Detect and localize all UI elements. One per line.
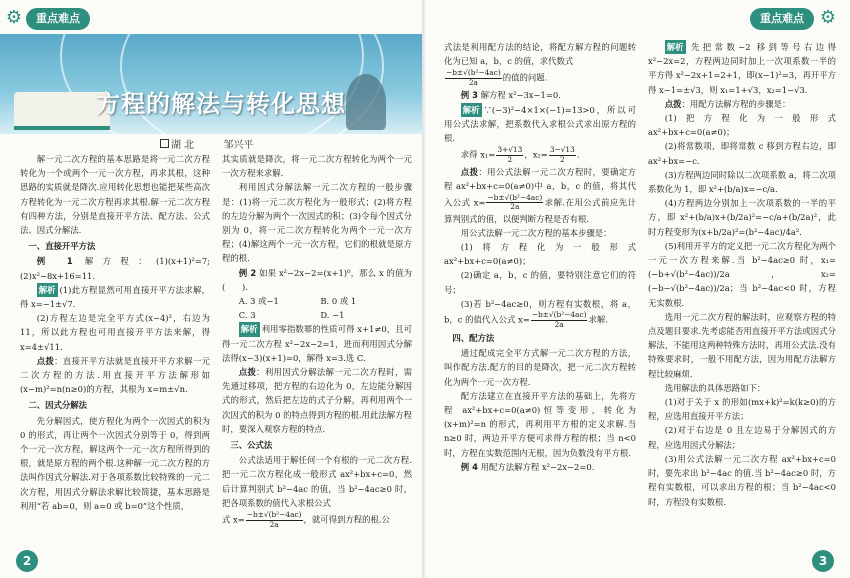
page-title: 方程的解法与转化思想	[96, 90, 346, 118]
page-number: 2	[16, 550, 38, 572]
option-a: A. 3 或−1	[238, 296, 279, 307]
numerator: −b±√(b²−4ac)	[246, 510, 302, 520]
denominator: 2	[559, 154, 565, 164]
tip-label: 点拨	[238, 367, 257, 378]
options-row	[222, 308, 412, 322]
fraction	[486, 194, 543, 212]
step-item: (1)将方程化为一般形式 ax²+bx+c=0(a≠0)；	[444, 242, 636, 267]
paragraph: 选用解法的具体思路如下：	[664, 382, 766, 393]
paragraph: 用公式法解一元二次方程的基本步骤是：	[460, 227, 612, 238]
step-item: (1)对于关于 x 的形如(mx+k)²=k(k≥0)的方程，应选用直接开平方法；	[648, 397, 836, 422]
author-region: 湖 北	[171, 140, 195, 151]
author-name: 邹兴平	[223, 140, 254, 151]
example-label: 例 2	[238, 267, 257, 278]
paragraph: 利用因式分解法解一元二次方程的一般步骤是：(1)将一元二次方程化为一般形式；(2)将方程的左边分解为两个一次因式的积；(3)令每个因式分别为 0，将一元二次方程转化为两个一元一次方程；(4)解这两个一元一次方程，它们的根就是原方程的根.	[222, 182, 412, 264]
analysis-badge: 解析	[665, 40, 686, 54]
paragraph: 公式法适用于解任何一个有根的一元二次方程.把一元二次方程化成一般形式 ax²+bx+c=0，然后计算判别式 b²−4ac 的值，当 b²−4ac≥0 时，把各项系数的值代入求根公式	[222, 455, 412, 508]
formula-text: ，x₂=	[524, 149, 548, 160]
step-item: (4)方程两边分别加上一次项系数的一半的平方，即 x²+(b/a)x+(b/2a)²=−c/a+(b/2a)²，此时方程变形为(x+b/2a)²=(b²−4ac)/4a².	[648, 198, 836, 237]
tip-text: 用公式法解一元二次方程时，要确定方程 ax²+bx+c=0(a≠0)中 a，b，c 的值，将其代入公式 x=	[444, 167, 637, 208]
section-heading: 四、配方法	[452, 333, 495, 344]
paragraph: 通过配成完全平方式解一元二次方程的方法，叫作配方法.配方的目的是降次，把一元二次方程转化为两个一元一次方程.	[444, 348, 636, 387]
numerator: −b±√(b²−4ac)	[446, 68, 501, 78]
tip-text: 直接开平方法就是直接开平方求解一元二次方程的方法.用直接开平方法解形如(x−m)²=n(n≥0)的方程，其根为 x=m±√n.	[20, 355, 211, 395]
page-number: 3	[812, 550, 834, 572]
section-heading: 三、公式法	[230, 440, 273, 451]
analysis-badge: 解析	[461, 103, 482, 117]
analysis-text: 先把常数−2 移到等号右边得 x²−2x=2，方程两边同时加上一次项系数一半的平方得 x²−2x+1=2+1，即(x−1)²=3，再开平方得 x−1=±√3，则 x₁=1+√3，x₂=1−√3.	[648, 42, 836, 95]
byline	[160, 136, 253, 151]
denominator: 2a	[468, 77, 478, 87]
head-silhouette	[346, 74, 386, 130]
fraction	[496, 146, 523, 164]
tip-text: 利用因式分解法解一元二次方程时，需先通过移项，把方程的右边化为 0，左边能分解因式的形式，然后把左边的式子分解，再利用两个一次因式的积为 0 的特点得到方程的根.用此法解方程时，要深入观察方程的特点.	[222, 367, 413, 434]
example-label: 例 3	[460, 90, 478, 101]
formula-line	[444, 146, 636, 164]
analysis-badge: 解析	[37, 283, 58, 297]
fraction	[531, 311, 588, 329]
paragraph: 选用一元二次方程的解法时，应观察方程的特点及题目要求.先考虑能否用直接开平方法或因式分解法，不能用这两种特殊方法时，再用公式法.没有特殊要求时，一般不用配方法，因为用配方法解方程比较麻烦.	[648, 311, 836, 379]
formula-line	[444, 69, 636, 87]
tip-label: 点拨	[664, 98, 682, 109]
example-label: 例 1	[36, 256, 73, 267]
fraction	[246, 511, 303, 529]
example-text: 如果 x²−2x−2=(x+1)⁰，那么 x 的值为( ).	[222, 267, 412, 292]
formula-text: 式 x=	[222, 514, 245, 525]
step-item: (3)方程两边同时除以二次项系数 a，将二次项系数化为 1，即 x²+(b/a)x=−c/a.	[648, 169, 836, 195]
options-row	[222, 294, 412, 308]
numerator: 3+√13	[497, 145, 523, 155]
gear-icon: ⚙	[819, 7, 837, 28]
analysis-text: 利用零指数幂的性质可得 x+1≠0，且可得一元二次方程 x²−2x−2=1，进而利用因式分解法得(x−3)(x+1)=0，解得 x=3.选 C.	[222, 324, 412, 363]
square-icon	[160, 139, 169, 148]
denominator: 2	[507, 154, 513, 164]
denominator: 2a	[554, 319, 564, 329]
analysis-text: (1)此方程显然可用直接开平方法求解，得 x=−1±√7.	[20, 284, 210, 310]
numerator: −b±√(b²−4ac)	[531, 310, 587, 320]
example-text: 解方程 x²−3x−1=0.	[480, 90, 561, 101]
left-column-2: 其实质就是降次，将一元二次方程转化为两个一元一次方程来求解. 利用因式分解法解一元二次方程的一般步骤是：(1)将一元二次方程化为一般形式；(2)将方程的左边分解为两个一次因式的积；(3)令每个因式分别为 0，将一元二次方程转化为两个一元一次方程；(4)解这两个一元一次方程，它们的根就是原方程的根. 例 2 如果 x²−2x−2=(x+1)⁰，那么 x 的值为( ). A. 3 或−1 B. 0 或 1 C. 3 D. −1 解析 利用零指数幂的性质可得 x+1≠0，且可得一元二次方程 x²−2x−2=1，进而利用因式分解法得(x−3)(x+1)=0，解得 x=3.选 C. 点拨：利用因式分解法解一元二次方程时，需先通过移项，把方程的右边化为 0，左边能分解因式的形式，然后把左边的式子分解，再利用两个一次因式的积为 0 的特点得到方程的根.用此法解方程时，要深入观察方程的特点. 三、公式法 公式法适用于解任何一个有根的一元二次方程.把一元二次方程化成一般形式 ax²+bx+c=0，然后计算判别式 b²−4ac 的值，当 b²−4ac≥0 时，把各项系数的值代入求根公式 式 x= $\frac{\text{−b±√(b²−4ac)}}{2a}$ ，就可得到方程的根.公	[222, 154, 413, 529]
numerator: −b±√(b²−4ac)	[487, 192, 543, 202]
paragraph: 式法是利用配方法的结论，将配方解方程的问题转化为已知 a，b，c 的值，求代数式	[444, 42, 636, 67]
step-item: 求解.	[588, 314, 608, 325]
formula-text: 的值的问题.	[502, 72, 548, 83]
paragraph: 解一元二次方程的基本思路是将一元二次方程转化为一个或两个一元一次方程，再求其根，这种思路的实质就是降次.应用转化思想也能把某些高次方程转化为一元二次方程再求其根.解一元二次方程有四种方法，分别是直接开平方法、配方法、公式法、因式分解法.	[20, 154, 210, 236]
tip-text: 求解.在用公式前应先计算判别式的值，以便判断方程是否有根.	[444, 197, 636, 224]
tip-label: 点拨	[36, 355, 55, 366]
option-b: B. 0 或 1	[320, 296, 357, 307]
paragraph: 配方法建立在直接开平方法的基础上，先将方程 ax²+bx+c=0(a≠0)恒等变形，转化为(x+m)²=n 的形式，再利用平方根的定义求解.当 n≥0 时，两边开平方便可求得方程的根；当 n<0 时，方程在实数范围内无根，因为负数没有平方根.	[444, 390, 636, 458]
step-item: (1)把方程化为一般形式 ax²+bx+c=0(a≠0)；	[648, 113, 836, 138]
step-item: (2)确定 a，b，c 的值，要特别注意它们的符号；	[444, 270, 636, 295]
step-item: (5)利用开平方的定义把一元二次方程化为两个一元一次方程来解.当 b²−4ac≥0 时，x₁=(−b+√(b²−4ac))/2a，x₂=(−b−√(b²−4ac))/2a；当 b²−4ac<0 时，方程无实数根.	[648, 240, 836, 308]
denominator: 2a	[510, 202, 520, 212]
denominator: 2a	[269, 519, 279, 529]
right-column-1: 式法是利用配方法的结论，将配方解方程的问题转化为已知 a，b，c 的值，求代数式 $\frac{\text{−b±√(b²−4ac)}}{2a}$ 的值的问题. 例 3 解方程 x²−3x−1=0. 解析 ∵(−3)²−4×1×(−1)=13>0，所以可用公式法求解，把系数代入求根公式求出原方程的根. 求得 x₁= $\frac{3+√13}{2}$ ，x₂= $\frac{3-√13}{2}$ . 点拨：用公式法解一元二次方程时，要确定方程 ax²+bx+c=0(a≠0)中 a，b，c 的值，将其代入公式 x= $\frac{\text{−b±√(b²−4ac)}}{2a}$ 求解.在用公式前应先计算判别式的值，以便判断方程是否有根. 用公式法解一元二次方程的基本步骤是： (1)将方程化为一般形式 ax²+bx+c=0(a≠0)； (2)确定 a，b，c 的值，要特别注意它们的符号； (3)若 b²−4ac≥0，则方程有实数根，将 a，b，c 的值代入公式 x= $\frac{\text{−b±√(b²−4ac)}}{2a}$ 求解. 四、配方法 通过配成完全平方式解一元二次方程的方法，叫作配方法.配方的目的是降次，把一元二次方程转化为两个一元一次方程. 配方法建立在直接开平方法的基础上，先将方程 ax²+bx+c=0(a≠0)恒等变形，转化为(x+m)²=n 的形式，再利用平方根的定义求解.当 n≥0 时，两边开平方便可求得方程的根；当 n<0 时，方程在实数范围内无根，因为负数没有平方根. 例 4 用配方法解方程 x²−2x−2=0.	[444, 42, 637, 472]
step-item: (3)若 b²−4ac≥0，则方程有实数根，将 a，b，c 的值代入公式 x=	[444, 298, 636, 325]
left-page	[0, 0, 424, 578]
right-page	[426, 0, 850, 578]
step-item: (3)用公式法解一元二次方程 ax²+bx+c=0 时，要先求出 b²−4ac 的值.当 b²−4ac≥0 时，方程有实数根，可以求出方程的根；当 b²−4ac<0 时，方程没有实数根.	[648, 453, 836, 507]
analysis-text: (2)方程左边是完全平方式(x−4)²，右边为 11，所以此方程也可用直接开平方法来解，得 x=4±√11.	[20, 313, 210, 352]
formula-text: ，就可得到方程的根.公	[303, 514, 390, 525]
formula-line	[222, 511, 412, 529]
example-label: 例 4	[460, 461, 478, 472]
fraction	[445, 69, 502, 87]
section-heading: 一、直接开平方法	[28, 241, 96, 252]
example-text: 解方程：(1)(x+1)²=7;(2)x²−8x+16=11.	[20, 256, 210, 281]
section-heading: 二、因式分解法	[28, 400, 88, 411]
step-item: (2)将常数项，即将常数 c 移到方程右边，即 ax²+bx=−c.	[648, 141, 836, 166]
paragraph: 先分解因式，使方程化为两个一次因式的积为 0 的形式，再让两个一次因式分别等于 0，得到两个一元一次方程，解这两个一元一次方程所得到的根，就是原方程的两个根.这种解一元二次方程的方法叫作因式分解法.对于各项系数比较特殊的一元二次方程，用因式分解法求解比较简捷，基本思路是利用“若 ab=0，则 a=0 或 b=0”这个性质，	[20, 415, 210, 511]
example-text: 用配方法解方程 x²−2x−2=0.	[480, 461, 595, 472]
left-column-1: 解一元二次方程的基本思路是将一元二次方程转化为一个或两个一元一次方程，再求其根，这种思路的实质就是降次.应用转化思想也能把某些高次方程转化为一元二次方程再求其根.解一元二次方程有四种方法，分别是直接开平方法、配方法、公式法、因式分解法. 一、直接开平方法 例 1 解方程：(1)(x+1)²=7;(2)x²−8x+16=11. 解析 (1)此方程显然可用直接开平方法求解，得 x=−1±√7. (2)方程左边是完全平方式(x−4)²，右边为 11，所以此方程也可用直接开平方法来解，得 x=4±√11. 点拨：直接开平方法就是直接开平方求解一元二次方程的方法.用直接开平方法解形如(x−m)²=n(n≥0)的方程，其根为 x=m±√n. 二、因式分解法 先分解因式，使方程化为两个一次因式的积为 0 的形式，再让两个一次因式分别等于 0，得到两个一元一次方程，解这两个一元一次方程所得到的根，就是原方程的两个根.这种解一元二次方程的方法叫作因式分解法.对于各项系数比较特殊的一元二次方程，用因式分解法求解比较简捷，基本思路是利用“若 ab=0，则 a=0 或 b=0”这个性质，	[20, 152, 210, 513]
analysis-text: ∵(−3)²−4×1×(−1)=13>0，所以可用公式法求解，把系数代入求根公式求出原方程的根.	[444, 104, 636, 144]
title-banner	[0, 34, 424, 134]
option-d: D. −1	[320, 310, 345, 321]
tip-label: 点拨	[460, 167, 479, 178]
option-c: C. 3	[238, 310, 256, 321]
fraction	[549, 146, 576, 164]
right-column-2: 解析 先把常数−2 移到等号右边得 x²−2x=2，方程两边同时加上一次项系数一半的平方得 x²−2x+1=2+1，即(x−1)²=3，再开平方得 x−1=±√3，则 x₁=1+√3，x₂=1−√3. 点拨：用配方法解方程的步骤是： (1)把方程化为一般形式 ax²+bx+c=0(a≠0)； (2)将常数项，即将常数 c 移到方程右边，即 ax²+bx=−c. (3)方程两边同时除以二次项系数 a，将二次项系数化为 1，即 x²+(b/a)x=−c/a. (4)方程两边分别加上一次项系数的一半的平方，即 x²+(b/a)x+(b/2a)²=−c/a+(b/2a)²，此时方程变形为(x+b/2a)²=(b²−4ac)/4a². (5)利用开平方的定义把一元二次方程化为两个一元一次方程来解.当 b²−4ac≥0 时，x₁=(−b+√(b²−4ac))/2a，x₂=(−b−√(b²−4ac))/2a；当 b²−4ac<0 时，方程无实数根. 选用一元二次方程的解法时，应观察方程的特点及题目要求.先考虑能否用直接开平方法或因式分解法，不能用这两种特殊方法时，再用公式法.没有特殊要求时，一般不用配方法，因为用配方法解方程比较麻烦. 选用解法的具体思路如下： (1)对于关于 x 的形如(mx+k)²=k(k≥0)的方程，应选用直接开平方法； (2)对于右边是 0 且左边易于分解因式的方程，应选用因式分解法； (3)用公式法解一元二次方程 ax²+bx+c=0 时，要先求出 b²−4ac 的值.当 b²−4ac≥0 时，方程有实数根，可以求出方程的根；当 b²−4ac<0 时，方程没有实数根.	[648, 40, 836, 509]
formula-text: .	[576, 149, 580, 160]
section-tag: 重点难点	[750, 8, 814, 30]
numerator: 3−√13	[549, 145, 575, 155]
formula-text: 求得 x₁=	[460, 149, 496, 160]
tip-text: 用配方法解方程的步骤是：	[689, 98, 791, 109]
paragraph: 其实质就是降次，将一元二次方程转化为两个一元一次方程来求解.	[222, 154, 412, 179]
section-tag: 重点难点	[26, 8, 90, 30]
analysis-badge: 解析	[239, 322, 260, 336]
step-item: (2)对于右边是 0 且左边易于分解因式的方程，应选用因式分解法；	[648, 425, 836, 450]
gear-icon: ⚙	[5, 7, 23, 28]
